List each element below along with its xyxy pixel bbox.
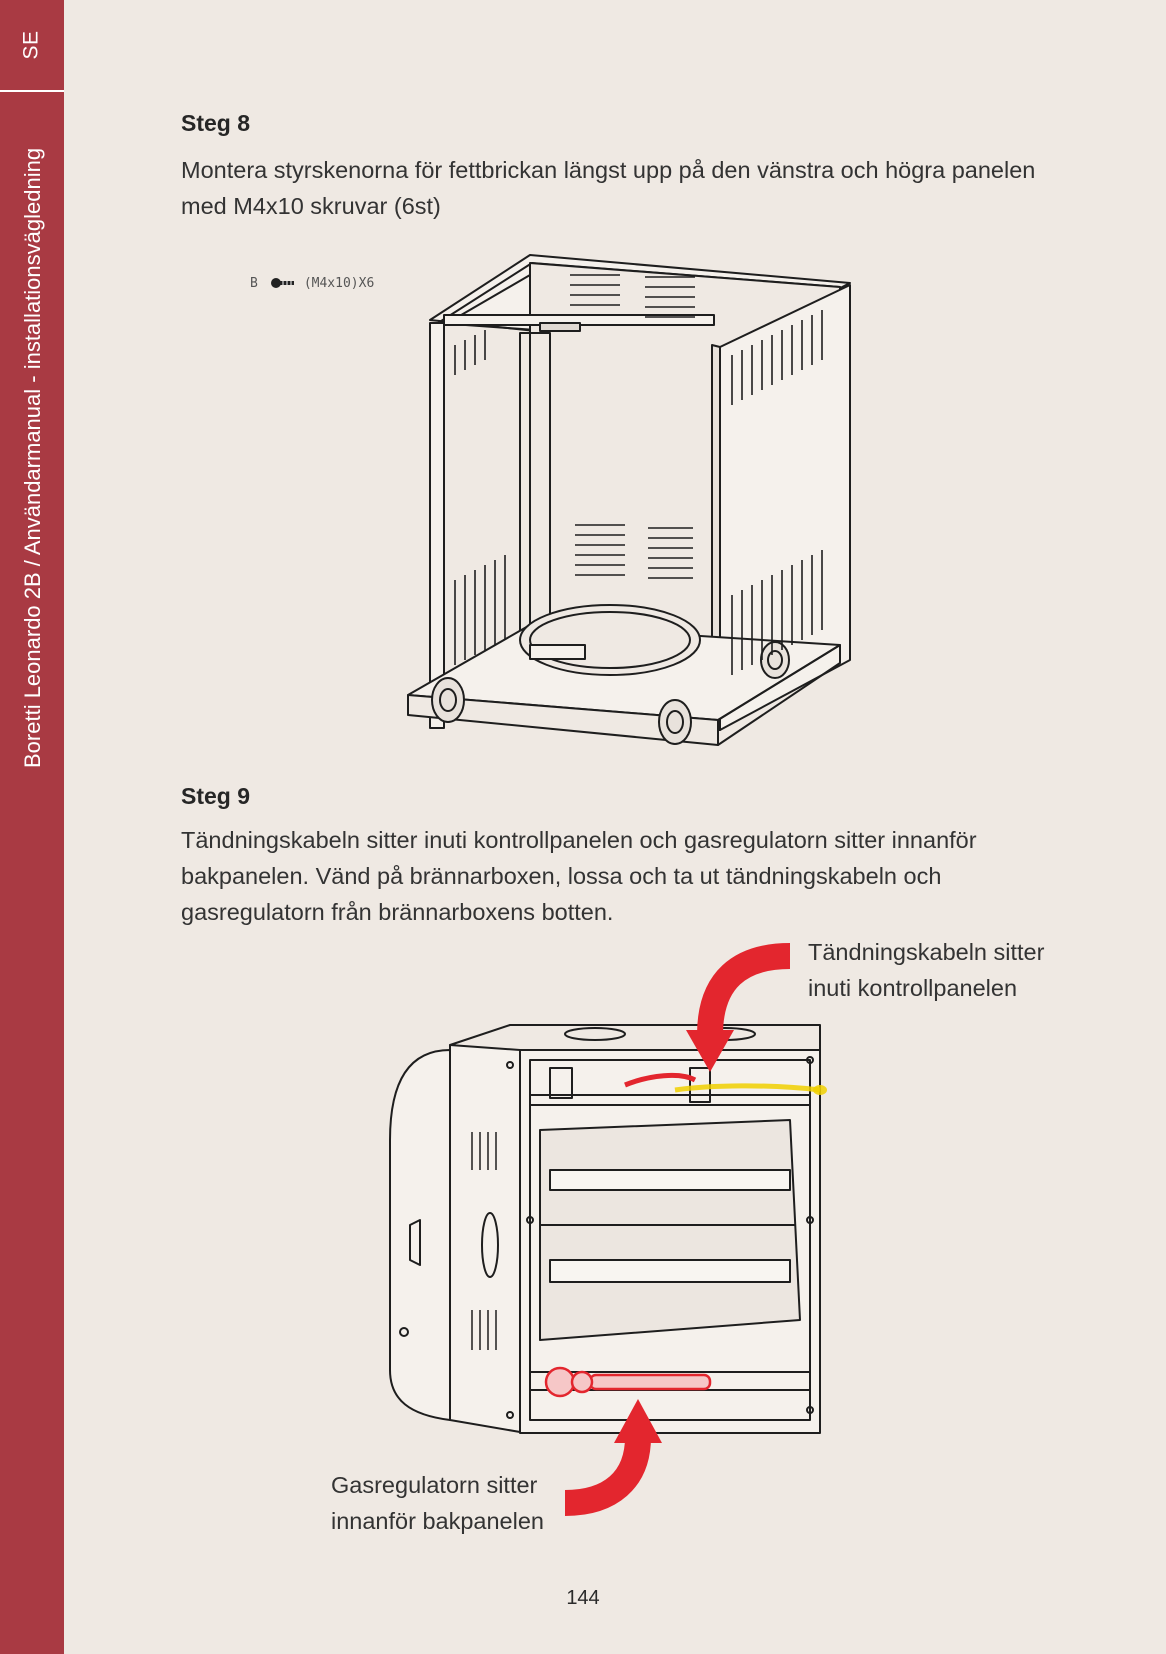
step8-heading: Steg 8 <box>181 110 251 136</box>
burner-box-illustration <box>350 1020 830 1440</box>
part-legend <box>250 273 374 293</box>
document-title: Boretti Leonardo 2B / Användarmanual - installationsvägledning <box>20 147 45 769</box>
page-number: 144 <box>566 1587 600 1609</box>
arrow-to-gas-regulator <box>560 1385 670 1520</box>
sidebar <box>0 0 64 1654</box>
callout-gas-line1: Gasregulatorn sitter <box>331 1472 538 1498</box>
callout-gas-line2: innanför bakpanelen <box>331 1508 544 1534</box>
step9-heading: Steg 9 <box>181 783 251 809</box>
step9-text: Tändningskabeln sitter inuti kontrollpanelen och gasregulatorn sitter innanför bakpanelen. Vänd på brännarboxen, lossa och ta ut tändningskabeln och gasregulatorn från brännarboxens botten. <box>181 827 977 925</box>
screw-icon <box>270 276 296 290</box>
cart-frame-illustration <box>400 245 860 785</box>
arrow-to-ignition-cable <box>680 950 800 1080</box>
callout-ignition-line2: inuti kontrollpanelen <box>808 975 1018 1001</box>
sidebar-divider <box>0 90 64 92</box>
language-code-label: SE <box>19 30 43 60</box>
step8-text: Montera styrskenorna för fettbrickan längst upp på den vänstra och högra panelen med M4x10 skruvar (6st) <box>181 157 1036 219</box>
callout-ignition-line1: Tändningskabeln sitter <box>808 939 1045 965</box>
callout-ignition-cable <box>808 934 1044 1006</box>
part-label: (M4x10)X6 <box>303 275 375 291</box>
callout-gas-regulator <box>331 1467 544 1539</box>
part-letter: B <box>250 275 258 291</box>
language-code <box>0 0 64 90</box>
